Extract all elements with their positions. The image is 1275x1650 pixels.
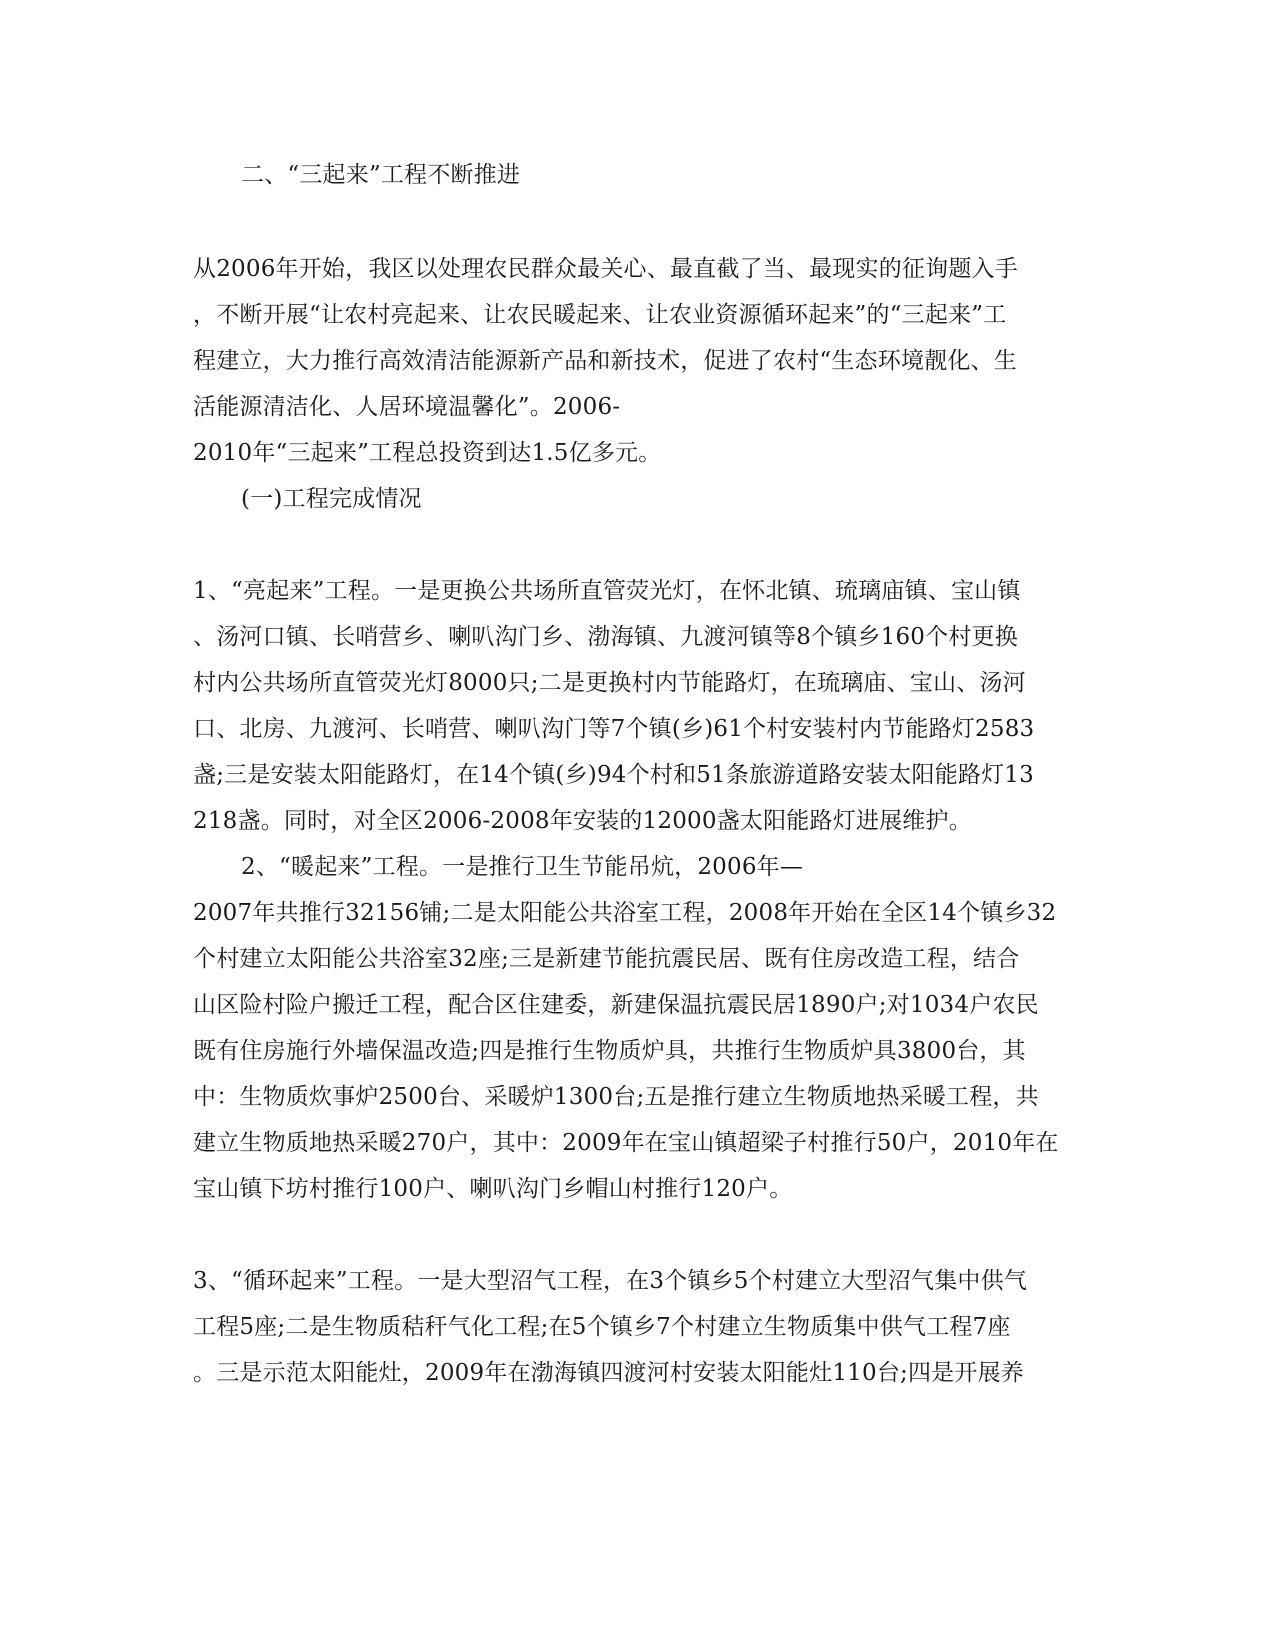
section-heading: 二、“三起来”工程不断推进 (241, 162, 521, 188)
paragraph-line: 山区险村险户搬迁工程，配合区住建委，新建保温抗震民居1890户;对1034户农民 (193, 992, 1039, 1018)
paragraph-line: 建立生物质地热采暖270户，其中：2009年在宝山镇超梁子村推行50户，2010年在 (193, 1130, 1059, 1156)
paragraph-line: 活能源清洁化、人居环境温馨化”。2006- (193, 394, 621, 420)
paragraph-line: 个村建立太阳能公共浴室32座;三是新建节能抗震民居、既有住房改造工程，结合 (193, 946, 1020, 972)
paragraph-line: 宝山镇下坊村推行100户、喇叭沟门乡帽山村推行120户。 (193, 1176, 793, 1202)
paragraph-line: 2007年共推行32156铺;二是太阳能公共浴室工程，2008年开始在全区14个镇乡32 (193, 900, 1057, 926)
subheading: (一)工程完成情况 (241, 486, 422, 512)
paragraph-line: 口、北房、九渡河、长哨营、喇叭沟门等7个镇(乡)61个村安装村内节能路灯2583 (193, 716, 1035, 742)
paragraph-line: 1、“亮起来”工程。一是更换公共场所直管荧光灯，在怀北镇、琉璃庙镇、宝山镇 (193, 578, 1021, 604)
paragraph-line: 、汤河口镇、长哨营乡、喇叭沟门乡、渤海镇、九渡河镇等8个镇乡160个村更换 (193, 624, 1018, 650)
paragraph-line: 2、“暖起来”工程。一是推行卫生节能吊炕，2006年— (241, 854, 804, 880)
paragraph-line: 盏;三是安装太阳能路灯，在14个镇(乡)94个村和51条旅游道路安装太阳能路灯13 (193, 762, 1034, 788)
paragraph-line: 中：生物质炊事炉2500台、采暖炉1300台;五是推行建立生物质地热采暖工程，共 (193, 1084, 1039, 1110)
paragraph-line: 从2006年开始，我区以处理农民群众最关心、最直截了当、最现实的征询题入手 (193, 256, 1018, 282)
paragraph-line: 3、“循环起来”工程。一是大型沼气工程，在3个镇乡5个村建立大型沼气集中供气 (193, 1268, 1028, 1294)
paragraph-line: 既有住房施行外墙保温改造;四是推行生物质炉具，共推行生物质炉具3800台，其 (193, 1038, 1026, 1064)
paragraph-line: ，不断开展“让农村亮起来、让农民暖起来、让农业资源循环起来”的“三起来”工 (193, 302, 1007, 328)
paragraph-line: 工程5座;二是生物质秸秆气化工程;在5个镇乡7个村建立生物质集中供气工程7座 (193, 1314, 1011, 1340)
paragraph-line: 。三是示范太阳能灶，2009年在渤海镇四渡河村安装太阳能灶110台;四是开展养 (193, 1360, 1024, 1386)
paragraph-line: 村内公共场所直管荧光灯8000只;二是更换村内节能路灯，在琉璃庙、宝山、汤河 (193, 670, 1026, 696)
paragraph-line: 2010年“三起来”工程总投资到达1.5亿多元。 (193, 440, 662, 466)
paragraph-line: 218盏。同时，对全区2006-2008年安装的12000盏太阳能路灯进展维护。 (193, 808, 972, 834)
paragraph-line: 程建立，大力推行高效清洁能源新产品和新技术，促进了农村“生态环境靓化、生 (193, 348, 1017, 374)
